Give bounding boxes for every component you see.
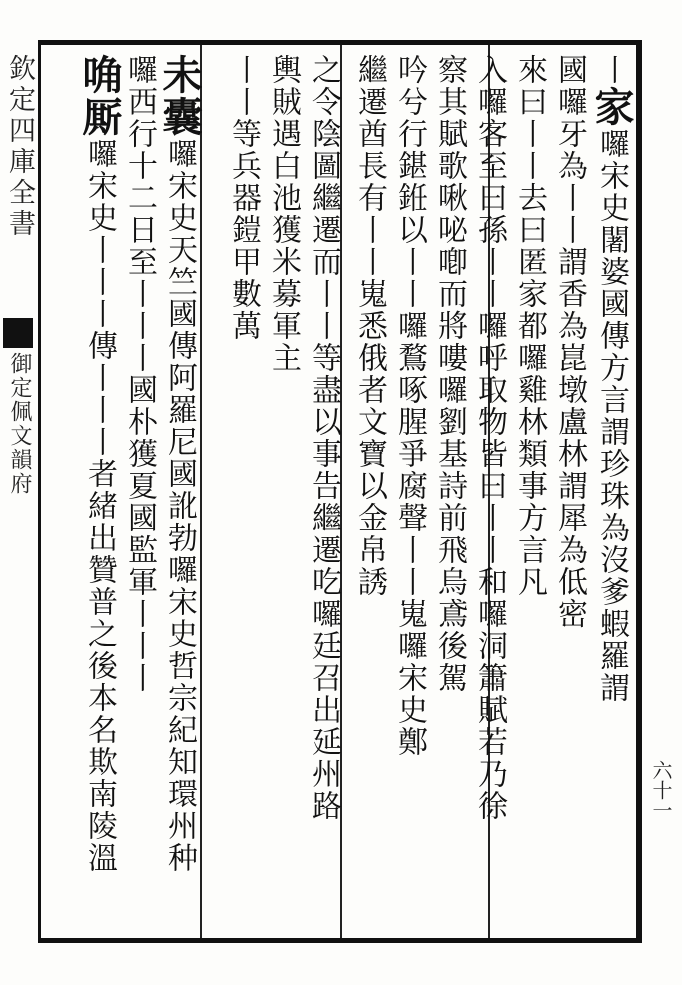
column-text: 察其賦歌啾咇喞而將嘍囉劉基詩前飛烏鳶後駕	[432, 54, 467, 694]
text-column	[348, 54, 390, 598]
text-column	[548, 54, 590, 630]
margin-book-title: 御定佩文韻府	[7, 352, 32, 496]
text-column	[262, 54, 304, 374]
column-text: 入囉客至曰孫丨丨囉呼取物皆曰丨丨和囉洞簫賦若乃徐	[472, 54, 507, 822]
margin-title: 欽定四庫全書	[4, 54, 35, 240]
text-column	[302, 54, 344, 822]
text-column	[428, 54, 470, 694]
text-column	[222, 54, 264, 342]
text-column	[76, 54, 123, 874]
column-text: 囉宋史丨丨丨傳丨丨丨者緒出贊普之後本名欺南陵溫	[82, 138, 117, 874]
column-lead: 丨	[594, 54, 629, 86]
text-column	[588, 54, 635, 704]
column-text: 囉西行十二日至丨丨丨國朴獲夏國監軍丨丨丨	[122, 54, 157, 694]
text-column	[468, 54, 510, 822]
entry-headword: 家	[588, 86, 635, 128]
column-text: 繼遷酋長有丨丨嵬悉俄者文寶以金帛誘	[352, 54, 387, 598]
fishtail-block	[3, 318, 33, 348]
text-column	[388, 54, 430, 758]
column-text: 囉宋史天竺國傳阿羅尼國訛勃囉宋史哲宗紀知環州种	[162, 138, 197, 874]
column-text: 之令陰圖繼遷而丨丨等盡以事告繼遷吃囉廷召出延州路	[306, 54, 341, 822]
column-text: 丨丨等兵器鎧甲數萬	[226, 54, 261, 342]
text-column	[118, 54, 160, 694]
column-text: 輿賊遇白池獲米募軍主	[266, 54, 301, 374]
entry-headword: 未囊	[156, 54, 203, 138]
column-rule	[200, 45, 202, 938]
column-text: 吟兮行鍖銋以丨丨囉鶩啄腥爭腐聲丨丨嵬囉宋史鄭	[392, 54, 427, 758]
bottom-border	[38, 938, 642, 943]
column-text: 國囉牙為丨丨謂香為崑墩盧林謂犀為低密	[552, 54, 587, 630]
entry-headword: 唃厮	[76, 54, 123, 138]
column-text: 來曰丨丨去曰匿家都囉雞林類事方言凡	[512, 54, 547, 598]
text-column	[508, 54, 550, 598]
right-border	[636, 40, 642, 943]
page-number: 六十一	[649, 760, 673, 820]
left-border	[38, 40, 41, 943]
text-column	[156, 54, 203, 874]
column-text: 囉宋史闍婆國傳方言謂珍珠為沒爹蝦羅謂	[594, 128, 629, 704]
